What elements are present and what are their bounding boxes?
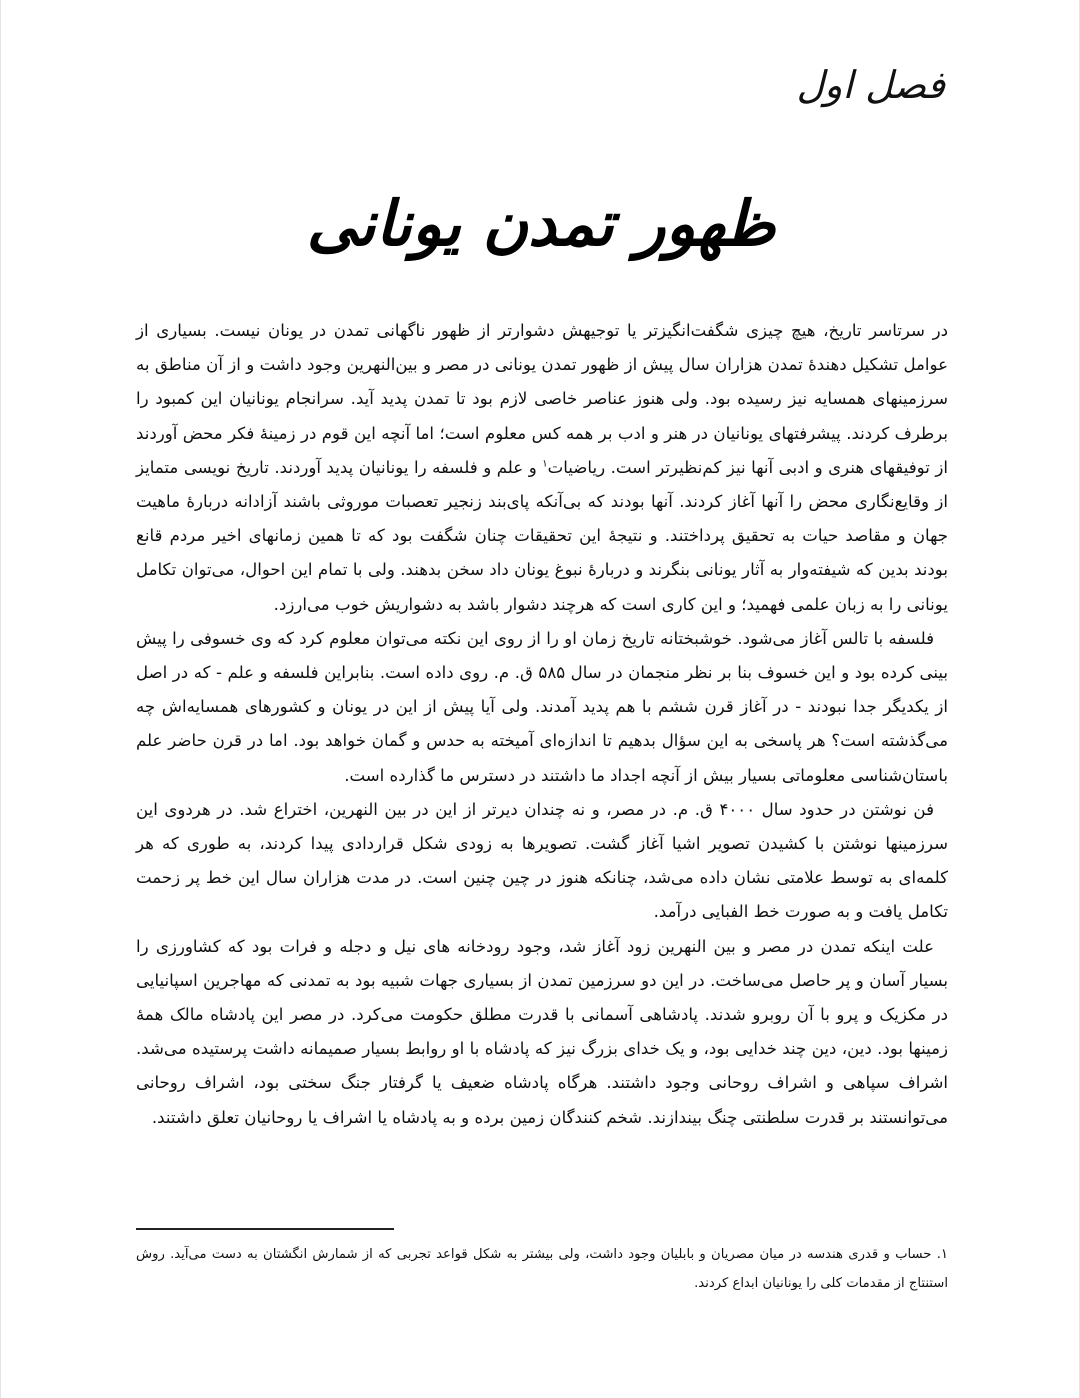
paragraph-4: علت اینکه تمدن در مصر و بین النهرین زود آغاز شد، وجود رودخانه های نیل و دجله و فرات بود که کشاورزی را بسیار آسان و پر حاصل می‌ساخت. در این دو سرزمین تمدن از بسیاری جهات شبیه بود به تمدنی که مهاجرین اسپانیایی در مکزیک و پرو با آن روبرو شدند. پادشاهی آسمانی با قدرت مطلق حکومت می‌کرد. در مصر این پادشاه مالک همهٔ زمینها بود. دین، دین چند خدایی بود، و یک خدای بزرگ نیز که پادشاه با او روابط بسیار صمیمانه داشت پرستیده می‌شد. اشراف سپاهی و اشراف روحانی وجود داشتند. هرگاه پادشاه ضعیف یا گرفتار جنگ سختی بود، اشراف روحانی می‌توانستند بر قدرت سلطنتی چنگ بیندازند. شخم کنندگان زمین برده و به پادشاه یا اشراف یا روحانیان تعلق داشتند. <box>136 936 948 1127</box>
footnote: ۱. حساب و قدری هندسه در میان مصریان و بابلیان وجود داشت، ولی بیشتر به شکل قواعد تجربی که از شمارش انگشتان به دست می‌آید. روش استنتاج از مقدمات کلی را یونانیان ابداع کردند. <box>136 1247 948 1291</box>
paragraph-2: فلسفه با تالس آغاز می‌شود. خوشبختانه تاریخ زمان او را از روی این نکته می‌توان معلوم کرد که وی خسوفی را پیش بینی کرده بود و این خسوف بنا بر نظر منجمان در سال ۵۸۵ ق. م. روی داده است. بنابراین فلسفه و علم - که در اصل از یکدیگر جدا نبودند - در آغاز قرن ششم با هم پدید آمدند. ولی آیا پیش از این در یونان و کشورهای همسایه‌اش چه می‌گذشته است؟ هر پاسخی به این سؤال بدهیم تا اندازه‌ای آمیخته به حدس و گمان خواهد بود. اما در قرن حاضر علم باستان‌شناسی معلوماتی بسیار بیش از آنچه اجداد ما داشتند در دسترس ما گذارده است. <box>136 628 949 785</box>
chapter-label: فصل اول <box>796 63 945 107</box>
chapter-title: ظهور تمدن یونانی <box>306 187 776 260</box>
paragraph-3: فن نوشتن در حدود سال ۴۰۰۰ ق. م. در مصر، و نه چندان دیرتر از این در بین النهرین، اختراع شد. در هردوی این سرزمینها نوشتن با کشیدن تصویر اشیا آغاز گشت. تصویرها به زودی شکل قراردادی پیدا کردند، به طوری که هر کلمه‌ای به توسط علامتی نشان داده می‌شد، چنانکه هنوز در چین چنین است. در مدت هزاران سال این خط پر زحمت تکامل یافت و به صورت خط الفبایی درآمد. <box>136 799 948 922</box>
footnote-reference: ۱ <box>542 458 548 470</box>
paragraph-1 <box>136 314 948 622</box>
paragraph-1-part-1: در سرتاسر تاریخ، هیچ چیزی شگفت‌انگیزتر یا توجیهش دشوارتر از ظهور ناگهانی تمدن در یونان نیست. بسیاری از عوامل تشکیل دهندهٔ تمدن هزاران سال پیش از ظهور تمدن یونانی در مصر و بین‌النهرین وجود داشت و از آن مناطق به سرزمینهای همسایه نیز رسیده بود. ولی هنوز عناصر خاصی لازم بود تا تمدن پدید آید. سرانجام یونانیان این کمبود را برطرف کردند. پیشرفتهای یونانیان در هنر و ادب بر همه کس معلوم است؛ اما آنچه این قوم در زمینهٔ فکر محض آوردند از توفیقهای هنری و ادبی آنها نیز کم‌نظیرتر است. ریاضیات <box>136 321 948 477</box>
body-text <box>136 314 948 1135</box>
footnote-divider <box>136 1228 394 1230</box>
paragraph-1-part-2: و علم و فلسفه را یونانیان پدید آوردند. تاریخ نویسی متمایز از وقایع‌نگاری محض را آنها آغاز کردند. آنها بودند که بی‌آنکه پای‌بند زنجیر تعصبات موروثی باشند آزادانه دربارهٔ ماهیت جهان و مقاصد حیات به تحقیق پرداختند. و نتیجهٔ این تحقیقات چنان شگفت بود که تا همین زمانهای اخیر مردم قانع بودند بدین که شیفته‌وار به آثار یونانی بنگرند و دربارهٔ نبوغ یونان داد سخن بدهند. ولی با تمام این احوال، می‌توان تکامل یونانی را به زبان علمی فهمید؛ و این کاری است که هرچند دشوار باشد به دشواریش خوب می‌ارزد. <box>136 457 948 614</box>
